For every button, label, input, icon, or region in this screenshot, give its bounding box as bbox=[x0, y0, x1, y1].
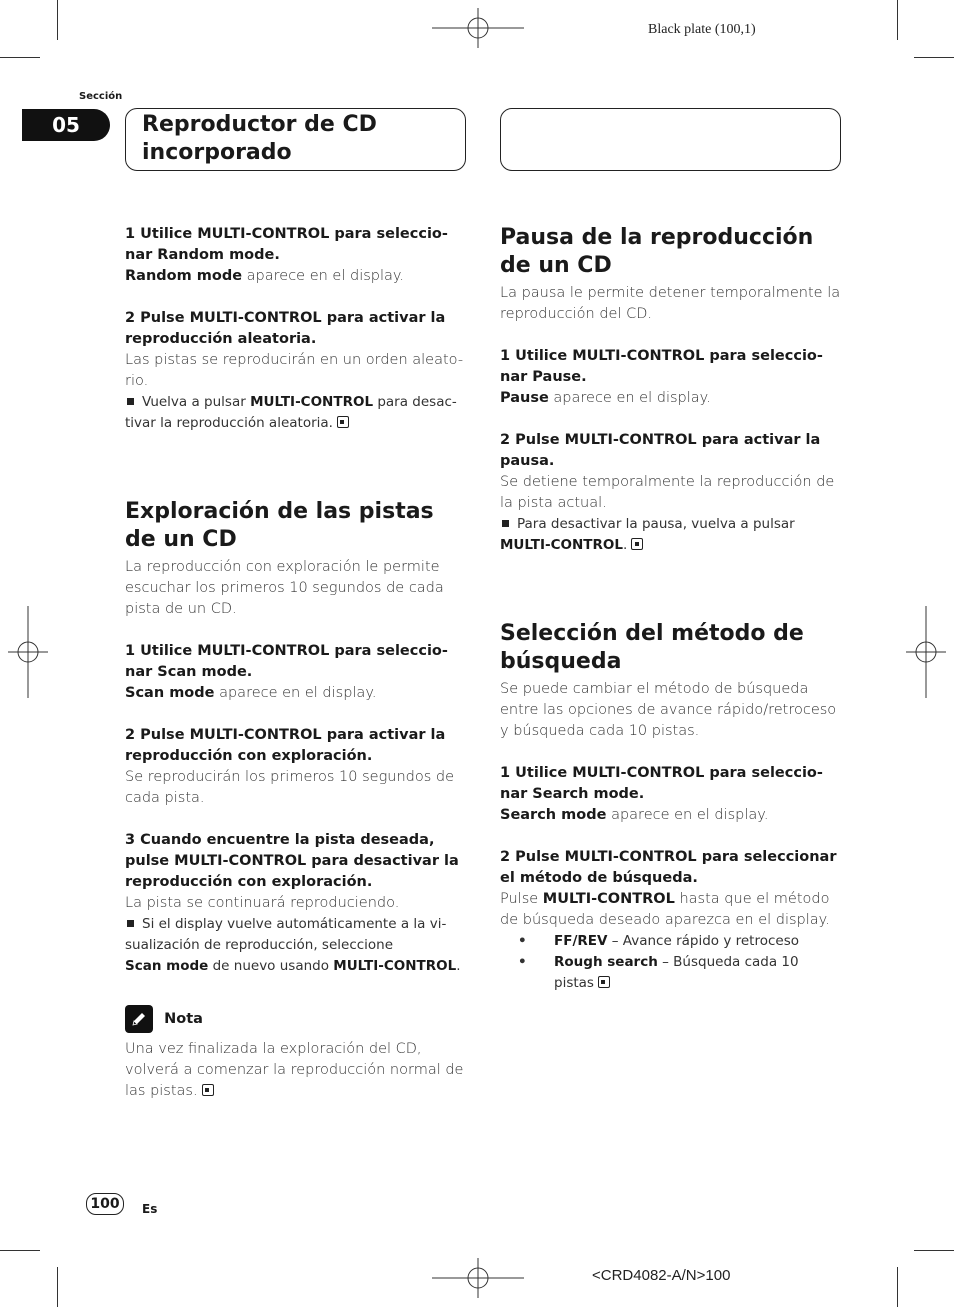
square-bullet-icon bbox=[502, 520, 509, 527]
square-bullet-icon bbox=[127, 920, 134, 927]
search-step1-body bbox=[500, 805, 842, 826]
pause-intro: La pausa le permite detener temporalmente la reproducción del CD. bbox=[500, 285, 841, 322]
random-note bbox=[125, 392, 467, 434]
pause-step2-body: Se detiene temporalmente la reproducción de la pista actual. bbox=[500, 474, 835, 511]
end-mark-icon bbox=[337, 416, 349, 428]
pause-term: Pause bbox=[500, 390, 549, 406]
option-text: – Avance rápido y retroceso bbox=[607, 933, 799, 949]
pause-note-end: . bbox=[622, 537, 628, 553]
nota-text bbox=[125, 1039, 467, 1102]
search-step2-pre: Pulse bbox=[500, 891, 543, 907]
scan-note-term1: Scan mode bbox=[125, 958, 209, 974]
end-mark-icon bbox=[631, 538, 643, 550]
document-code: <CRD4082-A/N>100 bbox=[592, 1267, 731, 1284]
pause-step2-title: 2 Pulse MULTI-CONTROL para activar la pausa. bbox=[500, 432, 821, 469]
crop-mark bbox=[57, 0, 58, 40]
search-intro: Se puede cambiar el método de búsqueda entre las opciones de avance rápido/retroceso y búsqueda cada 10 pistas. bbox=[500, 681, 837, 739]
option-term: Rough search bbox=[554, 954, 658, 970]
crop-mark bbox=[0, 1250, 40, 1251]
random-note-pre: Vuelva a pulsar bbox=[142, 394, 251, 410]
random-step1-body bbox=[125, 266, 467, 287]
scan-note bbox=[125, 914, 467, 977]
end-mark-icon bbox=[202, 1084, 214, 1096]
pause-heading: Pausa de la reproducción de un CD bbox=[500, 225, 814, 278]
pause-step1-title: 1 Utilice MULTI-CONTROL para seleccio-nar Pause. bbox=[500, 348, 823, 385]
bullet-dot: • bbox=[518, 933, 527, 949]
option-term: FF/REV bbox=[554, 933, 608, 949]
end-mark-icon bbox=[598, 976, 610, 988]
search-step2-title: 2 Pulse MULTI-CONTROL para seleccionar el método de búsqueda. bbox=[500, 849, 837, 886]
nota-label: Nota bbox=[164, 1011, 203, 1027]
random-note-post: para desac-tivar la reproducción aleatoria. bbox=[125, 394, 457, 431]
crop-mark bbox=[914, 57, 954, 58]
search-heading: Selección del método de búsqueda bbox=[500, 621, 804, 674]
page-number bbox=[86, 1193, 124, 1215]
pause-step1-text: aparece en el display. bbox=[548, 390, 711, 406]
section-title: Reproductor de CD incorporado bbox=[142, 112, 377, 165]
crop-mark bbox=[0, 57, 40, 58]
scan-note-end: . bbox=[456, 958, 461, 974]
random-step1-title: 1 Utilice MULTI-CONTROL para seleccio-nar Random mode. bbox=[125, 226, 448, 263]
scan-intro: La reproducción con exploración le permite escuchar los primeros 10 segundos de cada pista de un CD. bbox=[125, 559, 444, 617]
crop-mark bbox=[914, 1250, 954, 1251]
scan-step1-body bbox=[125, 683, 467, 704]
search-step1-text: aparece en el display. bbox=[606, 807, 769, 823]
scan-step2-body: Se reproducirán los primeros 10 segundos de cada pista. bbox=[125, 769, 455, 806]
search-mode-term: Search mode bbox=[500, 807, 607, 823]
empty-title-box bbox=[500, 108, 841, 171]
section-number bbox=[22, 109, 110, 141]
crop-mark bbox=[57, 1267, 58, 1307]
option-text: – Búsqueda cada 10 pistas bbox=[554, 954, 799, 991]
nota-header bbox=[125, 1005, 467, 1033]
scan-step3-title: 3 Cuando encuentre la pista deseada, pulse MULTI-CONTROL para desactivar la reproducción con exploración. bbox=[125, 832, 459, 890]
crop-mark bbox=[897, 0, 898, 40]
scan-note-pre: Si el display vuelve automáticamente a la vi-sualización de reproducción, seleccione bbox=[125, 916, 447, 953]
list-item bbox=[500, 952, 842, 994]
language-code: Es bbox=[142, 1202, 158, 1216]
scan-step2-title: 2 Pulse MULTI-CONTROL para activar la reproducción con exploración. bbox=[125, 727, 446, 764]
right-column bbox=[500, 224, 842, 994]
scan-step1-text: aparece en el display. bbox=[214, 685, 377, 701]
registration-mark-top bbox=[432, 8, 524, 48]
registration-mark-left bbox=[8, 606, 48, 698]
pause-note-term: MULTI-CONTROL bbox=[500, 537, 623, 553]
random-step2-title: 2 Pulse MULTI-CONTROL para activar la reproducción aleatoria. bbox=[125, 310, 446, 347]
page-number-text: 100 bbox=[90, 1196, 120, 1212]
scan-step1-title: 1 Utilice MULTI-CONTROL para seleccio-nar Scan mode. bbox=[125, 643, 448, 680]
plate-label: Black plate (100,1) bbox=[648, 22, 756, 37]
section-title-box bbox=[125, 108, 466, 171]
square-bullet-icon bbox=[127, 398, 134, 405]
list-item bbox=[500, 931, 842, 952]
nota-text-content: Una vez finalizada la exploración del CD, volverá a comenzar la reproducción normal de las pistas. bbox=[125, 1041, 464, 1099]
section-label: Sección bbox=[79, 91, 123, 102]
scan-mode-term: Scan mode bbox=[125, 685, 215, 701]
search-step2-post: hasta que el método de búsqueda deseado aparezca en el display. bbox=[500, 891, 830, 928]
scan-note-term2: MULTI-CONTROL bbox=[333, 958, 457, 974]
pause-note bbox=[500, 514, 842, 556]
bullet-dot: • bbox=[518, 954, 527, 970]
registration-mark-bottom bbox=[432, 1258, 524, 1298]
search-step2-body bbox=[500, 889, 842, 931]
section-number-text: 05 bbox=[52, 113, 80, 137]
random-note-term: MULTI-CONTROL bbox=[250, 394, 374, 410]
pause-note-pre: Para desactivar la pausa, vuelva a pulsar bbox=[517, 516, 795, 532]
left-column bbox=[125, 224, 467, 1102]
pause-step1-body bbox=[500, 388, 842, 409]
random-step2-body: Las pistas se reproducirán en un orden aleato-rio. bbox=[125, 352, 464, 389]
scan-note-mid: de nuevo usando bbox=[208, 958, 334, 974]
registration-mark-right bbox=[906, 606, 946, 698]
random-step1-text: aparece en el display. bbox=[242, 268, 405, 284]
scan-step3-body: La pista se continuará reproduciendo. bbox=[125, 895, 400, 911]
search-step1-title: 1 Utilice MULTI-CONTROL para seleccio-nar Search mode. bbox=[500, 765, 823, 802]
random-mode-term: Random mode bbox=[125, 268, 243, 284]
search-step2-term: MULTI-CONTROL bbox=[542, 891, 675, 907]
pencil-note-icon bbox=[125, 1005, 153, 1033]
scan-heading: Exploración de las pistas de un CD bbox=[125, 499, 434, 552]
crop-mark bbox=[897, 1267, 898, 1307]
